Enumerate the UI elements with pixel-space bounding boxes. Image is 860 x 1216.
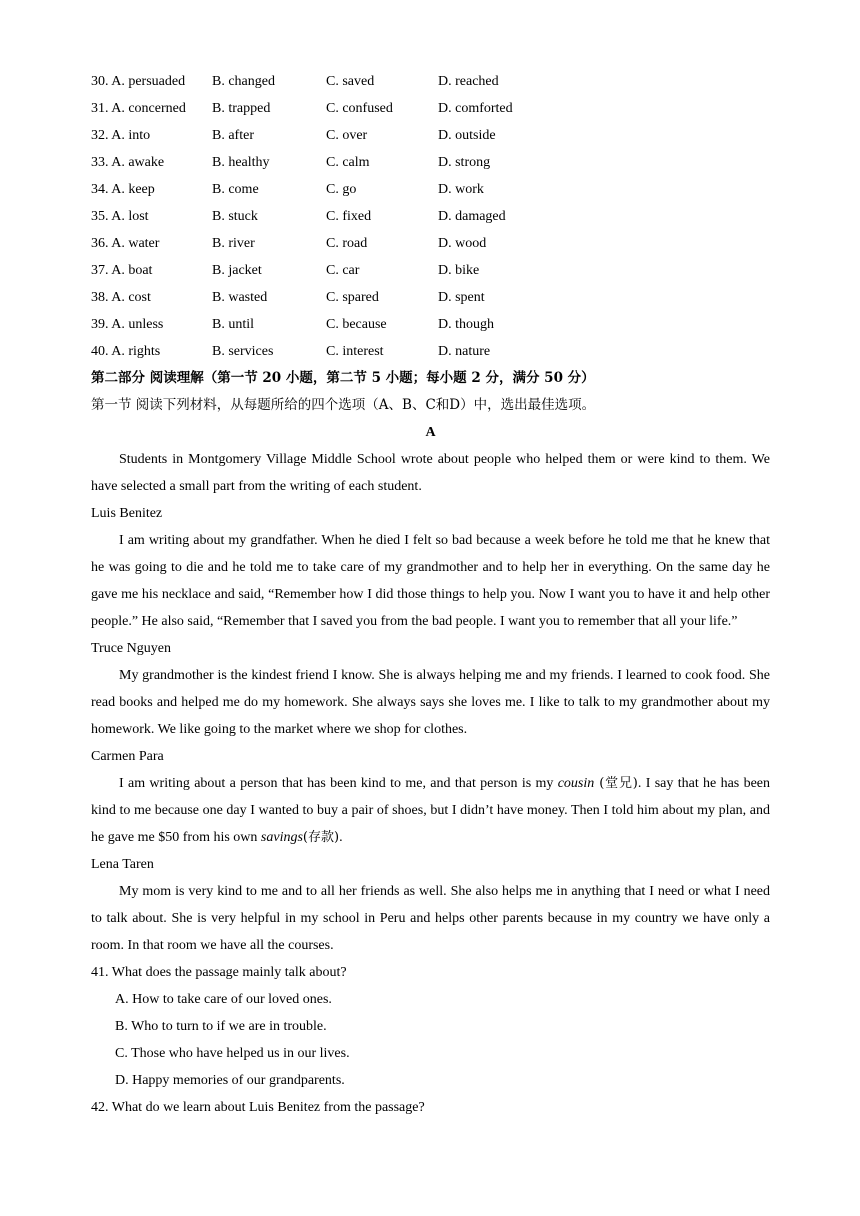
- page-content: [91, 68, 770, 1121]
- option-row-39: [91, 311, 770, 338]
- passage-letter: A: [425, 425, 436, 440]
- option-b: B. after: [212, 128, 254, 143]
- option-c: C. fixed: [326, 209, 372, 224]
- choice-b: B. Who to turn to if we are in trouble.: [115, 1019, 327, 1034]
- option-row-33: [91, 149, 770, 176]
- choice-d: D. Happy memories of our grandparents.: [115, 1073, 345, 1088]
- option-row-31: [91, 95, 770, 122]
- option-d: D. reached: [438, 74, 499, 89]
- part-two-title: 第二部分 阅读理解（第一节 20 小题，第二节 5 小题；每小题 2 分，满分 50 分）: [91, 370, 595, 386]
- paragraph-truce: My grandmother is the kindest friend I know. She is always helping me and my friends. I learned to cook food. She read books and helped me do my homework. She always says she loves me. I like to talk to my grandmother about my homework. We like going to the market where we shop for clothes.: [91, 668, 770, 737]
- option-b: B. until: [212, 317, 255, 332]
- option-row-32: [91, 122, 770, 149]
- paragraph-lena: My mom is very kind to me and to all her friends as well. She also helps me in anything that I need or what I need to talk about. She is very helpful in my school in Peru and helps other parents because in my country we have only a room. In that room we have all the courses.: [91, 884, 770, 953]
- carmen-text-a: I am writing about a person that has been kind to me, and that person is my: [119, 776, 558, 791]
- option-a: 36. A. water: [91, 236, 160, 251]
- option-d: D. though: [438, 317, 494, 332]
- option-b: B. stuck: [212, 209, 258, 224]
- option-row-34: [91, 176, 770, 203]
- option-row-37: [91, 257, 770, 284]
- option-row-30: [91, 68, 770, 95]
- option-c: C. saved: [326, 74, 375, 89]
- student-name-lena: Lena Taren: [91, 857, 154, 872]
- carmen-text-c: .: [339, 830, 343, 845]
- section-one-instruction: 第一节 阅读下列材料，从每题所给的四个选项（A、B、C和D）中，选出最佳选项。: [91, 397, 596, 413]
- option-a: 38. A. cost: [91, 290, 151, 305]
- choice-c: C. Those who have helped us in our lives.: [115, 1046, 350, 1061]
- option-a: 30. A. persuaded: [91, 74, 186, 89]
- student-name-truce: Truce Nguyen: [91, 641, 171, 656]
- option-c: C. confused: [326, 101, 393, 116]
- question-42: [91, 1094, 770, 1121]
- option-d: D. spent: [438, 290, 485, 305]
- option-a: 34. A. keep: [91, 182, 155, 197]
- option-a: 35. A. lost: [91, 209, 149, 224]
- carmen-text-b: . I say that he has been kind to me because one day I wanted to buy a pair of shoes, but I didn’t have money. Then I told him about my plan, and he gave me $50 from his own: [91, 776, 771, 845]
- option-c: C. calm: [326, 155, 370, 170]
- student-name-luis: Luis Benitez: [91, 506, 163, 521]
- option-c: C. go: [326, 182, 357, 197]
- passage-intro: Students in Montgomery Village Middle School wrote about people who helped them or were kind to them. We have selected a small part from the writing of each student.: [91, 452, 770, 494]
- gloss-cousin: (堂兄): [594, 776, 638, 791]
- option-d: D. nature: [438, 344, 491, 359]
- option-d: D. outside: [438, 128, 496, 143]
- option-a: 32. A. into: [91, 128, 151, 143]
- option-a: 31. A. concerned: [91, 101, 186, 116]
- question-41: [91, 959, 770, 1094]
- cloze-options: [91, 68, 770, 365]
- paragraph-luis: I am writing about my grandfather. When he died I felt so bad because a week before he told me that he knew that he was going to die and he told me to take care of my grandmother and to help her in everything. On the same day he gave me his necklace and said, “Remember how I did those things to help you. Now I want you to have it and help other people.” He also said, “Remember that I saved you from the bad people. I want you to remember that all your life.”: [91, 533, 770, 629]
- option-d: D. work: [438, 182, 484, 197]
- option-a: 39. A. unless: [91, 317, 164, 332]
- question-stem: 41. What does the passage mainly talk about?: [91, 965, 347, 980]
- option-c: C. road: [326, 236, 368, 251]
- choice-a: A. How to take care of our loved ones.: [115, 992, 332, 1007]
- option-row-36: [91, 230, 770, 257]
- option-d: D. bike: [438, 263, 480, 278]
- option-c: C. interest: [326, 344, 384, 359]
- option-b: B. changed: [212, 74, 275, 89]
- gloss-savings: (存款): [302, 830, 340, 845]
- option-d: D. comforted: [438, 101, 513, 116]
- option-a: 40. A. rights: [91, 344, 161, 359]
- option-d: D. damaged: [438, 209, 506, 224]
- option-c: C. over: [326, 128, 368, 143]
- option-c: C. because: [326, 317, 387, 332]
- option-b: B. healthy: [212, 155, 270, 170]
- paragraph-carmen: [91, 770, 770, 851]
- option-row-40: [91, 338, 770, 365]
- option-row-38: [91, 284, 770, 311]
- student-name-carmen: Carmen Para: [91, 749, 164, 764]
- option-a: 33. A. awake: [91, 155, 165, 170]
- option-b: B. come: [212, 182, 259, 197]
- option-b: B. trapped: [212, 101, 271, 116]
- option-d: D. strong: [438, 155, 491, 170]
- option-b: B. river: [212, 236, 255, 251]
- option-c: C. spared: [326, 290, 379, 305]
- option-b: B. services: [212, 344, 274, 359]
- option-row-35: [91, 203, 770, 230]
- glossed-word-savings: savings: [260, 830, 303, 845]
- option-d: D. wood: [438, 236, 487, 251]
- glossed-word-cousin: cousin: [557, 776, 595, 791]
- option-a: 37. A. boat: [91, 263, 153, 278]
- option-b: B. wasted: [212, 290, 268, 305]
- option-b: B. jacket: [212, 263, 262, 278]
- question-stem: 42. What do we learn about Luis Benitez from the passage?: [91, 1100, 425, 1115]
- option-c: C. car: [326, 263, 360, 278]
